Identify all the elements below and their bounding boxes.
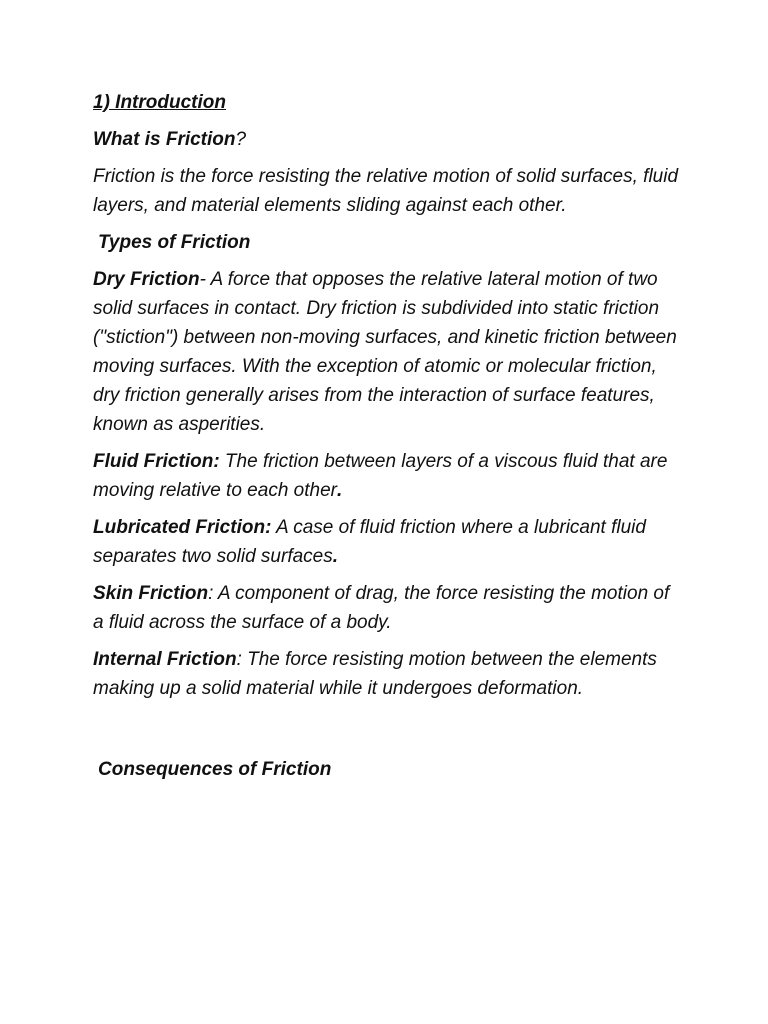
- friction-type-term: Internal Friction: [93, 649, 237, 670]
- friction-type-end: .: [336, 480, 343, 501]
- consequences-heading: Consequences of Friction: [98, 759, 332, 780]
- section-heading: 1) Introduction: [93, 92, 226, 113]
- friction-type-term: Skin Friction: [93, 583, 209, 604]
- question-line: [93, 125, 683, 154]
- friction-type-skin: [93, 579, 683, 637]
- friction-type-lubricated: [93, 513, 683, 571]
- friction-type-term: Fluid Friction:: [93, 451, 220, 472]
- friction-type-text: The friction between layers of a viscous fluid that are moving relative to each other: [93, 451, 668, 501]
- friction-type-term: Dry Friction: [93, 269, 200, 290]
- question-mark: ?: [235, 129, 247, 150]
- types-heading: Types of Friction: [98, 232, 251, 253]
- friction-type-text: A case of fluid friction where a lubricant fluid separates two solid surfaces: [93, 517, 646, 567]
- friction-type-end: .: [332, 546, 339, 567]
- friction-type-fluid: [93, 447, 683, 505]
- friction-type-internal: [93, 645, 683, 703]
- friction-type-text: - A force that opposes the relative lateral motion of two solid surfaces in contact. Dry friction is subdivided into static friction ("stiction") between non-moving surfaces, and kinetic friction between moving surfaces. With the exception of atomic or molecular friction, dry friction generally arises from the interaction of surface features, known as asperities.: [93, 269, 677, 435]
- friction-type-text: : The force resisting motion between the elements making up a solid material while it undergoes deformation.: [93, 649, 657, 699]
- friction-type-text: : A component of drag, the force resisting the motion of a fluid across the surface of a body.: [93, 583, 670, 633]
- question-text: What is Friction: [93, 129, 236, 150]
- document-content: [93, 88, 683, 792]
- friction-type-dry: [93, 265, 683, 439]
- definition-paragraph: Friction is the force resisting the relative motion of solid surfaces, fluid layers, and material elements sliding against each other.: [93, 166, 679, 216]
- friction-type-term: Lubricated Friction:: [93, 517, 272, 538]
